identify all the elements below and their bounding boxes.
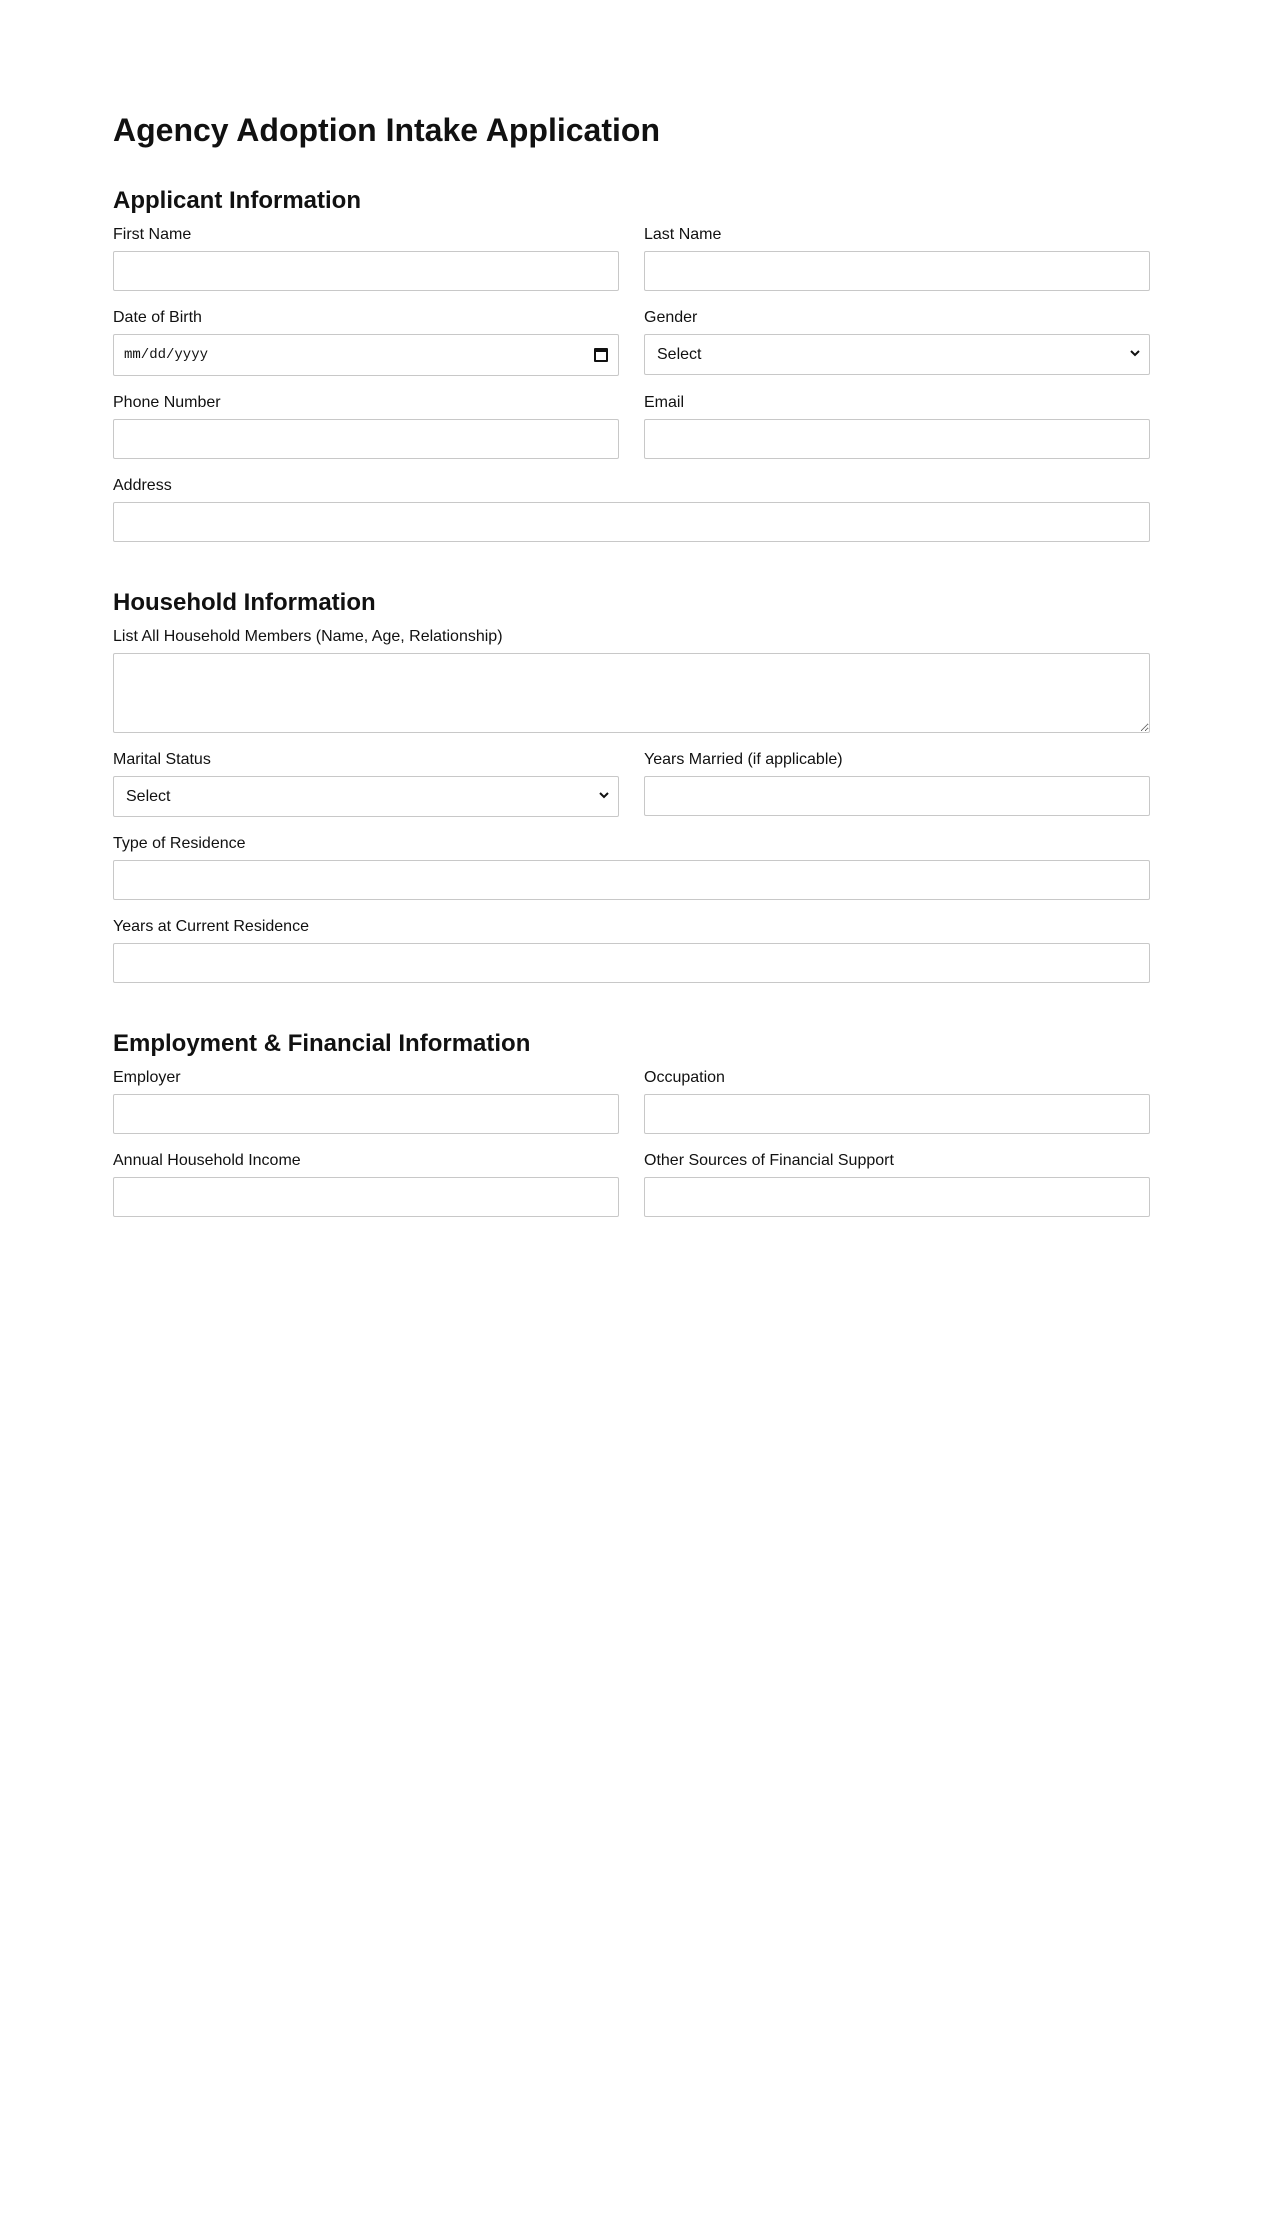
phone-input[interactable] [113, 419, 619, 459]
last-name-label: Last Name [644, 226, 722, 243]
years-residence-label: Years at Current Residence [113, 918, 309, 935]
residence-type-label: Type of Residence [113, 835, 246, 852]
marital-status-select[interactable] [113, 776, 619, 817]
applicant-section [113, 186, 1150, 542]
years-married-input[interactable] [644, 776, 1150, 816]
section-heading-applicant: Applicant Information [113, 187, 361, 214]
dob-placeholder: mm/dd/yyyy [124, 347, 209, 363]
years-married-label: Years Married (if applicable) [644, 751, 843, 768]
marital-status-selected-value: Select [126, 787, 171, 805]
income-input[interactable] [113, 1177, 619, 1217]
employment-section [113, 1029, 1150, 1217]
household-members-textarea[interactable] [113, 653, 1150, 733]
address-input[interactable] [113, 502, 1150, 542]
email-label: Email [644, 394, 685, 411]
last-name-input[interactable] [644, 251, 1150, 291]
dob-label: Date of Birth [113, 309, 202, 326]
occupation-label: Occupation [644, 1069, 725, 1086]
household-members-label: List All Household Members (Name, Age, Relationship) [113, 628, 503, 645]
gender-select[interactable] [644, 334, 1150, 375]
intake-form-page [113, 0, 1150, 1217]
marital-status-label: Marital Status [113, 751, 211, 768]
address-label: Address [113, 477, 172, 494]
household-section [113, 588, 1150, 983]
email-input[interactable] [644, 419, 1150, 459]
residence-type-input[interactable] [113, 860, 1150, 900]
section-heading-household: Household Information [113, 589, 376, 616]
other-support-label: Other Sources of Financial Support [644, 1152, 894, 1169]
phone-label: Phone Number [113, 394, 221, 411]
years-residence-input[interactable] [113, 943, 1150, 983]
gender-selected-value: Select [657, 345, 702, 363]
dob-input[interactable] [113, 334, 619, 376]
first-name-label: First Name [113, 226, 192, 243]
income-label: Annual Household Income [113, 1152, 301, 1169]
employer-label: Employer [113, 1069, 181, 1086]
first-name-input[interactable] [113, 251, 619, 291]
calendar-icon[interactable] [594, 348, 608, 362]
other-support-input[interactable] [644, 1177, 1150, 1217]
employer-input[interactable] [113, 1094, 619, 1134]
section-heading-employment: Employment & Financial Information [113, 1030, 531, 1057]
occupation-input[interactable] [644, 1094, 1150, 1134]
gender-label: Gender [644, 309, 698, 326]
chevron-down-icon [598, 789, 610, 801]
chevron-down-icon [1129, 347, 1141, 359]
page-title: Agency Adoption Intake Application [113, 112, 660, 148]
